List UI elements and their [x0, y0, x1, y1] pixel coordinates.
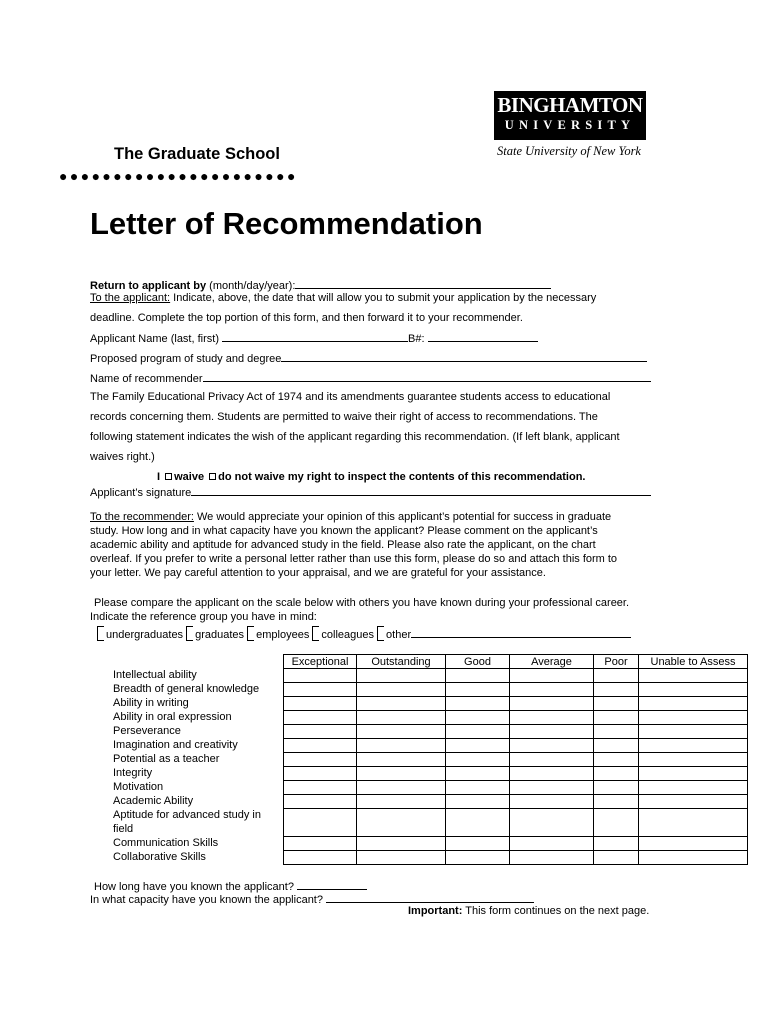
- other-checkbox[interactable]: [377, 626, 384, 641]
- compare-line-1: Please compare the applicant on the scale below with others you have known during your professional career.: [94, 597, 630, 609]
- rating-cell[interactable]: [357, 837, 446, 851]
- rating-cell[interactable]: [639, 697, 748, 711]
- rating-cell[interactable]: [639, 795, 748, 809]
- rating-cell[interactable]: [284, 851, 357, 865]
- rating-cell[interactable]: [510, 837, 594, 851]
- signature-row: [90, 485, 651, 499]
- trait-label: Integrity: [113, 767, 153, 779]
- important-note: [408, 905, 649, 917]
- rating-row: [284, 683, 748, 697]
- trait-label: field: [113, 823, 134, 835]
- rating-column-header: Exceptional: [284, 655, 357, 669]
- rating-cell[interactable]: [446, 697, 510, 711]
- rating-column-header: Good: [446, 655, 510, 669]
- rating-cell[interactable]: [357, 669, 446, 683]
- rating-cell[interactable]: [357, 753, 446, 767]
- rating-cell[interactable]: [594, 739, 639, 753]
- rating-cell[interactable]: [510, 683, 594, 697]
- trait-label: Potential as a teacher: [113, 753, 220, 765]
- recommender-field[interactable]: [203, 371, 651, 382]
- rec-line-1: We would appreciate your opinion of this applicant’s potential for success in graduate: [193, 511, 612, 523]
- rating-row: [284, 851, 748, 865]
- rating-cell[interactable]: [639, 683, 748, 697]
- return-date-field[interactable]: [295, 278, 551, 289]
- rating-cell[interactable]: [446, 753, 510, 767]
- rating-cell[interactable]: [284, 837, 357, 851]
- rating-cell[interactable]: [284, 697, 357, 711]
- do-not-waive-checkbox[interactable]: [209, 473, 216, 480]
- privacy-line-2: records concerning them. Students are permitted to waive their right of access to recommendations. The: [90, 411, 598, 423]
- rating-cell[interactable]: [639, 851, 748, 865]
- trait-label: Collaborative Skills: [113, 851, 206, 863]
- rating-cell[interactable]: [357, 795, 446, 809]
- waive-checkbox[interactable]: [165, 473, 172, 480]
- trait-label: Imagination and creativity: [113, 739, 238, 751]
- program-row: [90, 351, 647, 365]
- rating-cell[interactable]: [357, 809, 446, 837]
- bnum-label: B#:: [408, 333, 425, 345]
- rating-cell[interactable]: [446, 851, 510, 865]
- important-label: Important:: [408, 905, 463, 917]
- rating-cell[interactable]: [446, 837, 510, 851]
- other-label: other: [386, 629, 412, 641]
- logo-sub-text: UNIVERSITY: [504, 118, 636, 132]
- rating-cell[interactable]: [284, 795, 357, 809]
- rating-cell[interactable]: [284, 781, 357, 795]
- rating-cell[interactable]: [594, 837, 639, 851]
- rating-cell[interactable]: [446, 767, 510, 781]
- undergraduates-label: undergraduates: [106, 629, 184, 641]
- rating-row: [284, 739, 748, 753]
- rating-cell[interactable]: [594, 697, 639, 711]
- rating-cell[interactable]: [639, 739, 748, 753]
- rating-row: [284, 725, 748, 739]
- to-applicant-row: [90, 292, 596, 304]
- rating-cell[interactable]: [284, 725, 357, 739]
- rating-cell[interactable]: [446, 795, 510, 809]
- applicant-name-field[interactable]: [222, 331, 408, 342]
- signature-field[interactable]: [191, 485, 651, 496]
- recommender-row: [90, 371, 651, 385]
- signature-label: Applicant’s signature: [90, 487, 192, 499]
- trait-label: Aptitude for advanced study in: [113, 809, 261, 821]
- decorative-dots: ●●●●●●●●●●●●●●●●●●●●●●: [59, 168, 298, 184]
- rating-row: [284, 809, 748, 837]
- rating-cell[interactable]: [639, 711, 748, 725]
- to-applicant-text: Indicate, above, the date that will allow you to submit your application by the necessary: [170, 292, 597, 304]
- rating-cell[interactable]: [446, 781, 510, 795]
- rating-cell[interactable]: [357, 725, 446, 739]
- rating-cell[interactable]: [510, 851, 594, 865]
- return-date-row: [90, 278, 551, 292]
- rating-cell[interactable]: [594, 683, 639, 697]
- waive-statement: [157, 471, 585, 483]
- undergraduates-checkbox[interactable]: [97, 626, 104, 641]
- rating-cell[interactable]: [357, 711, 446, 725]
- page-title: Letter of Recommendation: [90, 206, 483, 241]
- rating-column-header: Outstanding: [357, 655, 446, 669]
- employees-label: employees: [256, 629, 310, 641]
- bnum-field[interactable]: [428, 331, 538, 342]
- rating-cell[interactable]: [357, 697, 446, 711]
- rating-cell[interactable]: [284, 767, 357, 781]
- rating-column-header: Poor: [594, 655, 639, 669]
- rating-column-header: Unable to Assess: [639, 655, 748, 669]
- rating-cell[interactable]: [510, 697, 594, 711]
- rating-header-row: [284, 655, 748, 669]
- return-label: Return to applicant by: [90, 280, 207, 292]
- rating-cell[interactable]: [510, 739, 594, 753]
- rating-cell[interactable]: [446, 711, 510, 725]
- how-long-label: How long have you known the applicant?: [94, 881, 294, 893]
- school-name: The Graduate School: [114, 145, 280, 163]
- waive-i: I: [157, 471, 161, 483]
- rating-cell[interactable]: [639, 809, 748, 837]
- reference-group-row: [97, 626, 631, 641]
- rating-cell[interactable]: [594, 851, 639, 865]
- graduates-label: graduates: [195, 629, 245, 641]
- do-not-waive-label: do not waive my right to inspect the contents of this recommendation.: [218, 471, 586, 483]
- applicant-name-label: Applicant Name (last, first): [90, 333, 219, 345]
- capacity-row: [90, 892, 534, 906]
- rating-cell[interactable]: [639, 669, 748, 683]
- rating-cell[interactable]: [284, 683, 357, 697]
- other-field[interactable]: [411, 627, 631, 638]
- rating-cell[interactable]: [594, 725, 639, 739]
- rating-cell[interactable]: [357, 683, 446, 697]
- how-long-row: [94, 879, 367, 893]
- program-label: Proposed program of study and degree: [90, 353, 282, 365]
- trait-label: Motivation: [113, 781, 164, 793]
- rating-row: [284, 697, 748, 711]
- employees-checkbox[interactable]: [247, 626, 254, 641]
- university-logo: [494, 91, 646, 140]
- rating-row: [284, 669, 748, 683]
- rating-row: [284, 753, 748, 767]
- trait-label: Ability in writing: [113, 697, 189, 709]
- rating-cell[interactable]: [594, 711, 639, 725]
- compare-line-2: Indicate the reference group you have in mind:: [90, 611, 317, 623]
- rating-cell[interactable]: [446, 683, 510, 697]
- trait-label: Perseverance: [113, 725, 181, 737]
- rating-cell[interactable]: [510, 809, 594, 837]
- rec-line-4: overleaf. If you prefer to write a personal letter rather than use this form, please do so and attach this form to: [90, 553, 618, 565]
- applicant-name-row: [90, 331, 538, 345]
- return-hint: (month/day/year):: [206, 280, 296, 292]
- to-applicant-text-2: deadline. Complete the top portion of this form, and then forward it to your recommender.: [90, 312, 523, 324]
- rating-cell[interactable]: [510, 795, 594, 809]
- rating-cell[interactable]: [446, 739, 510, 753]
- rating-cell[interactable]: [357, 781, 446, 795]
- rating-cell[interactable]: [639, 781, 748, 795]
- trait-label: Intellectual ability: [113, 669, 197, 681]
- rating-cell[interactable]: [594, 753, 639, 767]
- recommender-label: Name of recommender: [90, 373, 203, 385]
- rating-cell[interactable]: [510, 753, 594, 767]
- rating-cell[interactable]: [594, 767, 639, 781]
- rating-cell[interactable]: [510, 767, 594, 781]
- rating-row: [284, 781, 748, 795]
- rating-cell[interactable]: [639, 753, 748, 767]
- rating-cell[interactable]: [510, 711, 594, 725]
- privacy-line-1: The Family Educational Privacy Act of 1974 and its amendments guarantee students access to educational: [90, 391, 611, 403]
- capacity-label: In what capacity have you known the applicant?: [90, 894, 323, 906]
- rating-column-header: Average: [510, 655, 594, 669]
- rating-cell[interactable]: [594, 795, 639, 809]
- trait-label: Academic Ability: [113, 795, 194, 807]
- rec-line-2: study. How long and in what capacity have you known the applicant? Please comment on the applicant’s: [90, 525, 598, 537]
- rating-cell[interactable]: [446, 809, 510, 837]
- rating-row: [284, 795, 748, 809]
- rating-cell[interactable]: [357, 739, 446, 753]
- rating-cell[interactable]: [510, 725, 594, 739]
- to-applicant-label: To the applicant:: [90, 292, 171, 304]
- rating-cell[interactable]: [639, 725, 748, 739]
- rating-cell[interactable]: [357, 767, 446, 781]
- rating-cell[interactable]: [594, 809, 639, 837]
- rec-line-3: academic ability and aptitude for advanced study in the field. Please also rate the applicant, on the chart: [90, 539, 596, 551]
- rating-cell[interactable]: [284, 669, 357, 683]
- logo-main-text: BINGHAMTON: [497, 93, 643, 117]
- colleagues-label: colleagues: [321, 629, 374, 641]
- logo-tagline: State University of New York: [497, 144, 641, 158]
- waive-label: waive: [174, 471, 205, 483]
- rating-row: [284, 837, 748, 851]
- rating-table: [283, 654, 748, 865]
- program-field[interactable]: [281, 351, 647, 362]
- rating-cell[interactable]: [284, 739, 357, 753]
- rating-cell[interactable]: [284, 711, 357, 725]
- rating-cell[interactable]: [284, 753, 357, 767]
- important-text: This form continues on the next page.: [462, 905, 650, 917]
- rating-cell[interactable]: [510, 669, 594, 683]
- privacy-line-4: waives right.): [90, 451, 155, 463]
- how-long-field[interactable]: [297, 879, 367, 890]
- capacity-field[interactable]: [326, 892, 534, 903]
- colleagues-checkbox[interactable]: [312, 626, 319, 641]
- rating-cell[interactable]: [639, 837, 748, 851]
- rating-row: [284, 767, 748, 781]
- rating-cell[interactable]: [446, 669, 510, 683]
- to-recommender-row: [90, 511, 611, 523]
- trait-list: [113, 668, 261, 864]
- trait-label: Breadth of general knowledge: [113, 683, 260, 695]
- rec-line-5: your letter. We pay careful attention to your appraisal, and we are grateful for your assistance.: [90, 567, 546, 579]
- rating-cell[interactable]: [510, 781, 594, 795]
- privacy-line-3: following statement indicates the wish of the applicant regarding this recommendation. (If left blank, applicant: [90, 431, 620, 443]
- rating-cell[interactable]: [357, 851, 446, 865]
- trait-label: Ability in oral expression: [113, 711, 232, 723]
- trait-label: Communication Skills: [113, 837, 219, 849]
- rating-cell[interactable]: [639, 767, 748, 781]
- rating-cell[interactable]: [446, 725, 510, 739]
- rating-cell[interactable]: [594, 781, 639, 795]
- to-recommender-label: To the recommender:: [90, 511, 194, 523]
- rating-cell[interactable]: [594, 669, 639, 683]
- rating-cell[interactable]: [284, 809, 357, 837]
- rating-row: [284, 711, 748, 725]
- graduates-checkbox[interactable]: [186, 626, 193, 641]
